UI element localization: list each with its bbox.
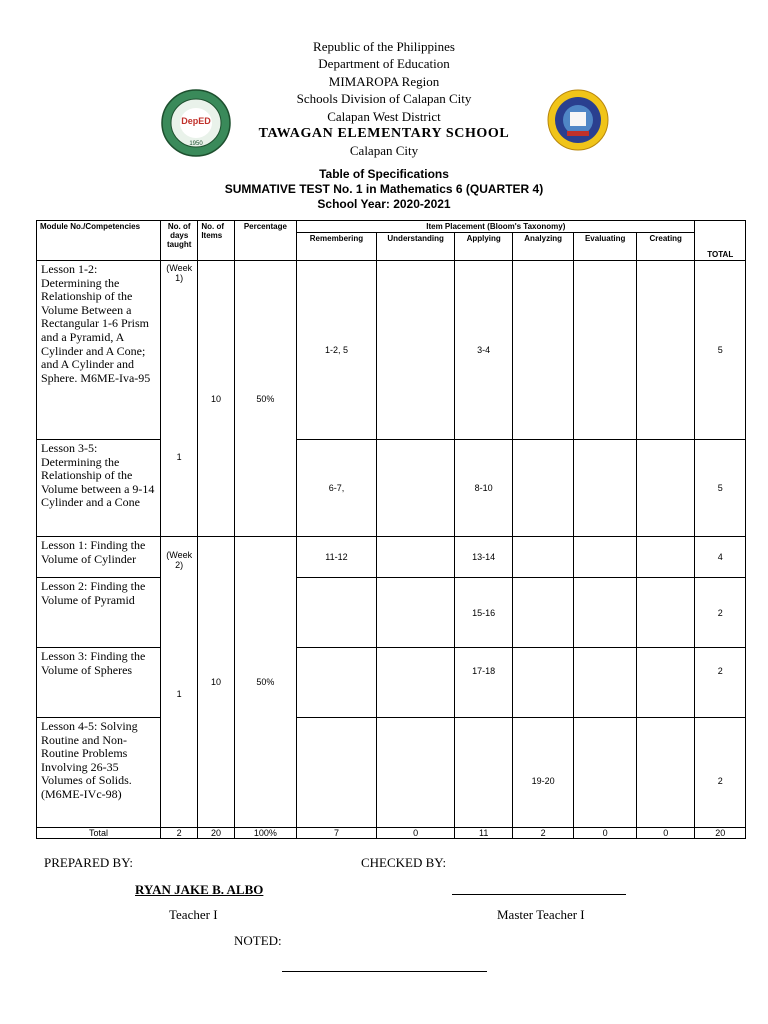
analyzing-cell xyxy=(512,537,574,578)
table-row xyxy=(37,261,746,440)
checked-by-label: CHECKED BY: xyxy=(361,855,447,870)
totals-percentage: 100% xyxy=(234,828,297,839)
understanding-cell xyxy=(376,261,455,440)
table-row xyxy=(37,648,746,718)
totals-analyzing: 2 xyxy=(512,828,574,839)
col-header-percentage: Percentage xyxy=(234,221,297,261)
days-value: 1 xyxy=(176,689,182,699)
checker-title: Master Teacher I xyxy=(497,907,585,922)
total-cell: 5 xyxy=(695,261,746,440)
header-row xyxy=(37,221,746,233)
creating-cell xyxy=(636,648,695,718)
table-row xyxy=(37,718,746,828)
totals-creating: 0 xyxy=(636,828,695,839)
applying-cell: 17-18 xyxy=(455,648,512,718)
understanding-cell xyxy=(376,440,455,537)
totals-days: 2 xyxy=(161,828,198,839)
applying-cell xyxy=(455,718,512,828)
header-line: Department of Education xyxy=(318,56,450,72)
table-row xyxy=(37,440,746,537)
col-header-remembering: Remembering xyxy=(297,233,377,261)
total-cell: 2 xyxy=(695,578,746,648)
header-line: Republic of the Philippines xyxy=(313,39,455,54)
analyzing-cell xyxy=(512,578,574,648)
evaluating-cell xyxy=(574,718,637,828)
col-header-understanding: Understanding xyxy=(376,233,455,261)
header-line: MIMAROPA Region xyxy=(328,73,440,89)
understanding-cell xyxy=(376,537,455,578)
noted-signature-line xyxy=(282,971,487,972)
specifications-table xyxy=(36,220,746,839)
percentage-value: 50% xyxy=(234,261,297,537)
creating-cell xyxy=(636,261,695,440)
school-year: School Year: 2020-2021 xyxy=(317,197,451,211)
evaluating-cell xyxy=(574,537,637,578)
total-cell: 5 xyxy=(695,440,746,537)
competency-cell: Lesson 1: Finding the Volume of Cylinder xyxy=(37,537,161,578)
competency-cell: Lesson 1-2: Determining the Relationship of the Volume Between a Rectangular 1-6 Prism and a Pyramid, A Cylinder and A Cone; and A Cylinder and Sphere. M6ME-Iva-95 xyxy=(37,261,161,440)
understanding-cell xyxy=(376,718,455,828)
total-cell: 4 xyxy=(695,537,746,578)
preparer-title: Teacher I xyxy=(169,907,218,922)
evaluating-cell xyxy=(574,440,637,537)
noted-label: NOTED: xyxy=(234,933,282,948)
understanding-cell xyxy=(376,578,455,648)
week-days-cell xyxy=(161,261,198,537)
week-label: (Week 2) xyxy=(166,550,193,570)
percentage-value: 50% xyxy=(234,537,297,828)
totals-understanding: 0 xyxy=(376,828,455,839)
document-titles xyxy=(0,167,768,212)
table-row xyxy=(37,578,746,648)
totals-items: 20 xyxy=(198,828,234,839)
applying-cell: 15-16 xyxy=(455,578,512,648)
items-value: 10 xyxy=(198,261,234,537)
col-header-total: TOTAL xyxy=(695,221,746,261)
evaluating-cell xyxy=(574,648,637,718)
totals-row xyxy=(37,828,746,839)
analyzing-cell xyxy=(512,440,574,537)
totals-label: Total xyxy=(37,828,161,839)
remembering-cell: 1-2, 5 xyxy=(297,261,377,440)
evaluating-cell xyxy=(574,578,637,648)
creating-cell xyxy=(636,718,695,828)
week-label: (Week 1) xyxy=(166,263,193,283)
school-name: TAWAGAN ELEMENTARY SCHOOL xyxy=(258,126,510,142)
doc-title: Table of Specifications xyxy=(319,167,449,181)
week-days-cell xyxy=(161,537,198,828)
competency-cell: Lesson 3: Finding the Volume of Spheres xyxy=(37,648,161,718)
deped-logo-text: DepED xyxy=(181,116,211,126)
analyzing-cell xyxy=(512,261,574,440)
competency-cell: Lesson 4-5: Solving Routine and Non-Routine Problems Involving 26-35 Volumes of Solids. (M6ME-IVc-98) xyxy=(37,718,161,828)
remembering-cell xyxy=(297,648,377,718)
seal-year: 1950 xyxy=(189,141,203,147)
understanding-cell xyxy=(376,648,455,718)
applying-cell: 13-14 xyxy=(455,537,512,578)
analyzing-cell: 19-20 xyxy=(512,718,574,828)
total-cell: 2 xyxy=(695,648,746,718)
totals-applying: 11 xyxy=(455,828,512,839)
evaluating-cell xyxy=(574,261,637,440)
totals-remembering: 7 xyxy=(297,828,377,839)
col-header-analyzing: Analyzing xyxy=(512,233,574,261)
checker-signature-line xyxy=(452,894,626,895)
col-header-applying: Applying xyxy=(455,233,512,261)
remembering-cell: 11-12 xyxy=(297,537,377,578)
col-header-module: Module No./Competencies xyxy=(37,221,161,261)
letterhead xyxy=(0,38,768,160)
totals-total: 20 xyxy=(695,828,746,839)
col-header-items: No. of Items xyxy=(198,221,234,261)
creating-cell xyxy=(636,440,695,537)
days-value: 1 xyxy=(176,452,182,462)
remembering-cell xyxy=(297,718,377,828)
remembering-cell xyxy=(297,578,377,648)
col-header-creating: Creating xyxy=(636,233,695,261)
creating-cell xyxy=(636,578,695,648)
creating-cell xyxy=(636,537,695,578)
city: Calapan City xyxy=(349,143,419,159)
col-header-days: No. of days taught xyxy=(161,221,198,261)
table-row xyxy=(37,537,746,578)
header-line: Schools Division of Calapan City xyxy=(296,91,472,107)
analyzing-cell xyxy=(512,648,574,718)
applying-cell: 3-4 xyxy=(455,261,512,440)
competency-cell: Lesson 2: Finding the Volume of Pyramid xyxy=(37,578,161,648)
competency-cell: Lesson 3-5: Determining the Relationship of the Volume between a 9-14 Cylinder and a Cone xyxy=(37,440,161,537)
col-header-evaluating: Evaluating xyxy=(574,233,637,261)
total-cell: 2 xyxy=(695,718,746,828)
prepared-by-label: PREPARED BY: xyxy=(44,855,133,870)
items-value: 10 xyxy=(198,537,234,828)
preparer-name: RYAN JAKE B. ALBO xyxy=(135,882,264,897)
test-title: SUMMATIVE TEST No. 1 in Mathematics 6 (QUARTER 4) xyxy=(224,182,544,196)
remembering-cell: 6-7, xyxy=(297,440,377,537)
header-line: Calapan West District xyxy=(327,108,441,124)
col-header-placement: Item Placement (Bloom's Taxonomy) xyxy=(297,221,695,233)
school-seal-logo xyxy=(160,88,232,158)
division-seal-logo xyxy=(543,88,613,152)
applying-cell: 8-10 xyxy=(455,440,512,537)
totals-evaluating: 0 xyxy=(574,828,637,839)
